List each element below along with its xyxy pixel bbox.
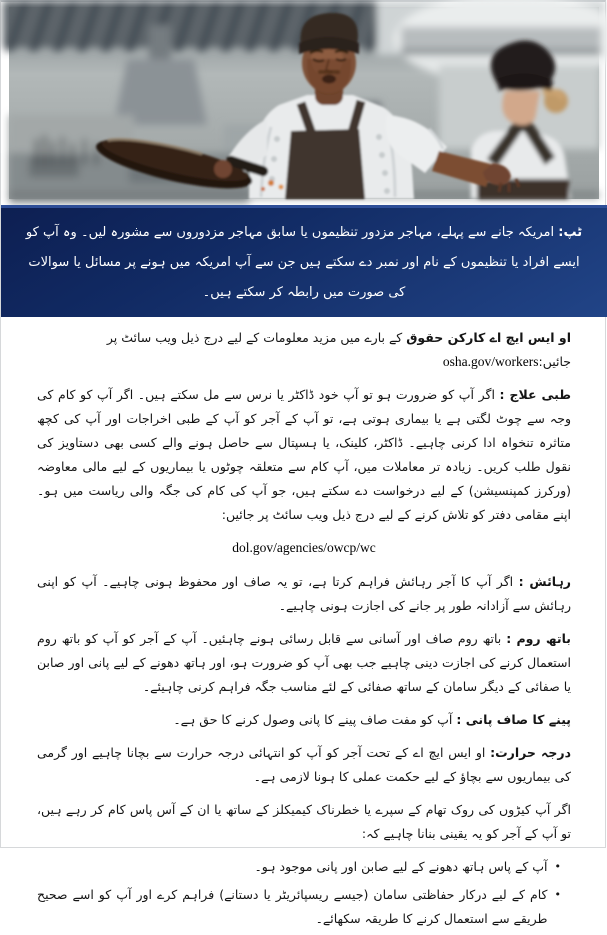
bullet-text-soap-water: آپ کے پاس ہاتھ دھونے کے لیے صابن اور پانی موجود ہو۔: [254, 859, 548, 874]
kitchen-chef-photo-svg: [9, 7, 599, 199]
tip-text: امریکہ جانے سے پہلے، مہاجر مزدور تنظیموں یا سابق مہاجر مزدوروں سے مشورہ لیں۔ وہ آپ کو ایسے افراد یا تنظیموں کے نام اور نمبر دے سکتے ہیں جن سے آپ امریکہ میں ہونے پر مسائل یا سوالات کی صورت میں رابطہ کر سکتے ہیں۔: [25, 224, 580, 300]
osha-workers-link[interactable]: osha.gov/workers: [442, 354, 539, 369]
chemicals-intro: اگر آپ کیڑوں کی روک تھام کے سپرے یا خطرناک کیمیکلز کے ساتھ یا ان کے آس پاس کام کر رہے ہیں، تو آپ کے آجر کو یہ یقینی بنانا چاہیے کہ:: [37, 802, 571, 841]
bullet-icon: •: [554, 860, 561, 873]
dol-link-line: [37, 536, 571, 560]
section-housing-head: رہائش :: [518, 574, 571, 589]
section-bathroom: [37, 627, 571, 699]
section-medical-head: طبی علاج :: [499, 387, 572, 402]
tip-banner-text: [1, 218, 607, 308]
section-temperature-text: او ایس ایچ اے کے تحت آجر کو آپ کو انتہائی درجہ حرارت سے بچانا چاہیے اور گرمی کی بیماریوں سے بچاؤ کے لیے حکمت عملی کا ہونا لازمی ہے۔: [37, 745, 571, 784]
osha-info-bold: او ایس ایچ اے کارکن حقوق: [406, 330, 571, 345]
section-housing: [37, 570, 571, 618]
section-medical: [37, 383, 571, 527]
tip-banner: [1, 205, 607, 317]
chemicals-bullet-list: [37, 855, 571, 931]
bullet-icon: •: [554, 888, 561, 901]
bullet-text-protective-equipment: کام کے لیے درکار حفاظتی سامان (جیسے ریسپائریٹر یا دستانے) فراہم کرے اور آپ کو اسے صحیح طریقے سے استعمال کرنے کا طریقہ سکھائے۔: [37, 887, 548, 926]
kitchen-chef-photo: [9, 7, 599, 199]
section-water: [37, 708, 571, 732]
section-housing-text: اگر آپ کا آجر رہائش فراہم کرتا ہے، تو یہ صاف اور محفوظ ہونی چاہیے۔ آپ کو اپنی رہائش سے آزادانہ طور پر جانے کی اجازت ہونی چاہیے۔: [37, 574, 571, 613]
list-item: [37, 855, 561, 879]
section-water-text: آپ کو مفت صاف پینے کا پانی وصول کرنے کا حق ہے۔: [173, 712, 457, 727]
dol-owcp-link[interactable]: dol.gov/agencies/owcp/wc: [232, 540, 376, 555]
section-medical-text: اگر آپ کو ضرورت ہو تو آپ خود ڈاکٹر یا نرس سے مل سکتے ہیں۔ اگر آپ کو کام کی وجہ سے چوٹ لگتی ہے یا بیماری ہوتی ہے، تو آپ کے آجر کو آپ کے طبی اخراجات اور آپ کی کچھ متاثرہ تنخواہ ادا کرنی چاہیے۔ ڈاکٹر، کلینک، یا ہسپتال سے حاصل ہونے والے کسی بھی دستاویز کی نقول طلب کریں۔ زیادہ تر معاملات میں، آپ کام سے متعلقہ چوٹوں یا بیماریوں کے لیے مالی معاوضہ (ورکرز کمپنسیشن) کے لیے درخواست دے سکتے ہیں، جو آپ کی کام کی جگہ والی ریاست میں ہو۔ اپنے مقامی دفتر کو تلاش کرنے کے لیے درج ذیل ویب سائٹ پر جائیں:: [37, 387, 571, 522]
section-bathroom-text: باتھ روم صاف اور آسانی سے قابل رسائی ہونے چاہئیں۔ آپ کے آجر کو آپ کو باتھ روم استعمال کرنے کی اجازت دینی چاہیے جب بھی آپ کو ضرورت ہو، اور ہاتھ دھونے کے لیے پانی اور صابن یا صفائی کے دیگر سامان کے ساتھ صفائی کے لئے مناسب جگہ فراہم کرنی چاہیئے۔: [37, 631, 571, 694]
osha-info-rest: کے بارے میں مزید معلومات کے لیے درج ذیل ویب سائٹ پر جائیں:: [106, 330, 571, 369]
section-water-head: پینے کا صاف پانی :: [456, 712, 571, 727]
tip-label: ٹپ:: [558, 224, 583, 240]
body-text: [1, 322, 607, 935]
section-bathroom-head: باتھ روم :: [506, 631, 571, 646]
section-temperature: [37, 741, 571, 789]
list-item: [37, 883, 561, 931]
section-temperature-head: درجہ حرارت:: [490, 745, 572, 760]
osha-info-line: [37, 326, 571, 374]
